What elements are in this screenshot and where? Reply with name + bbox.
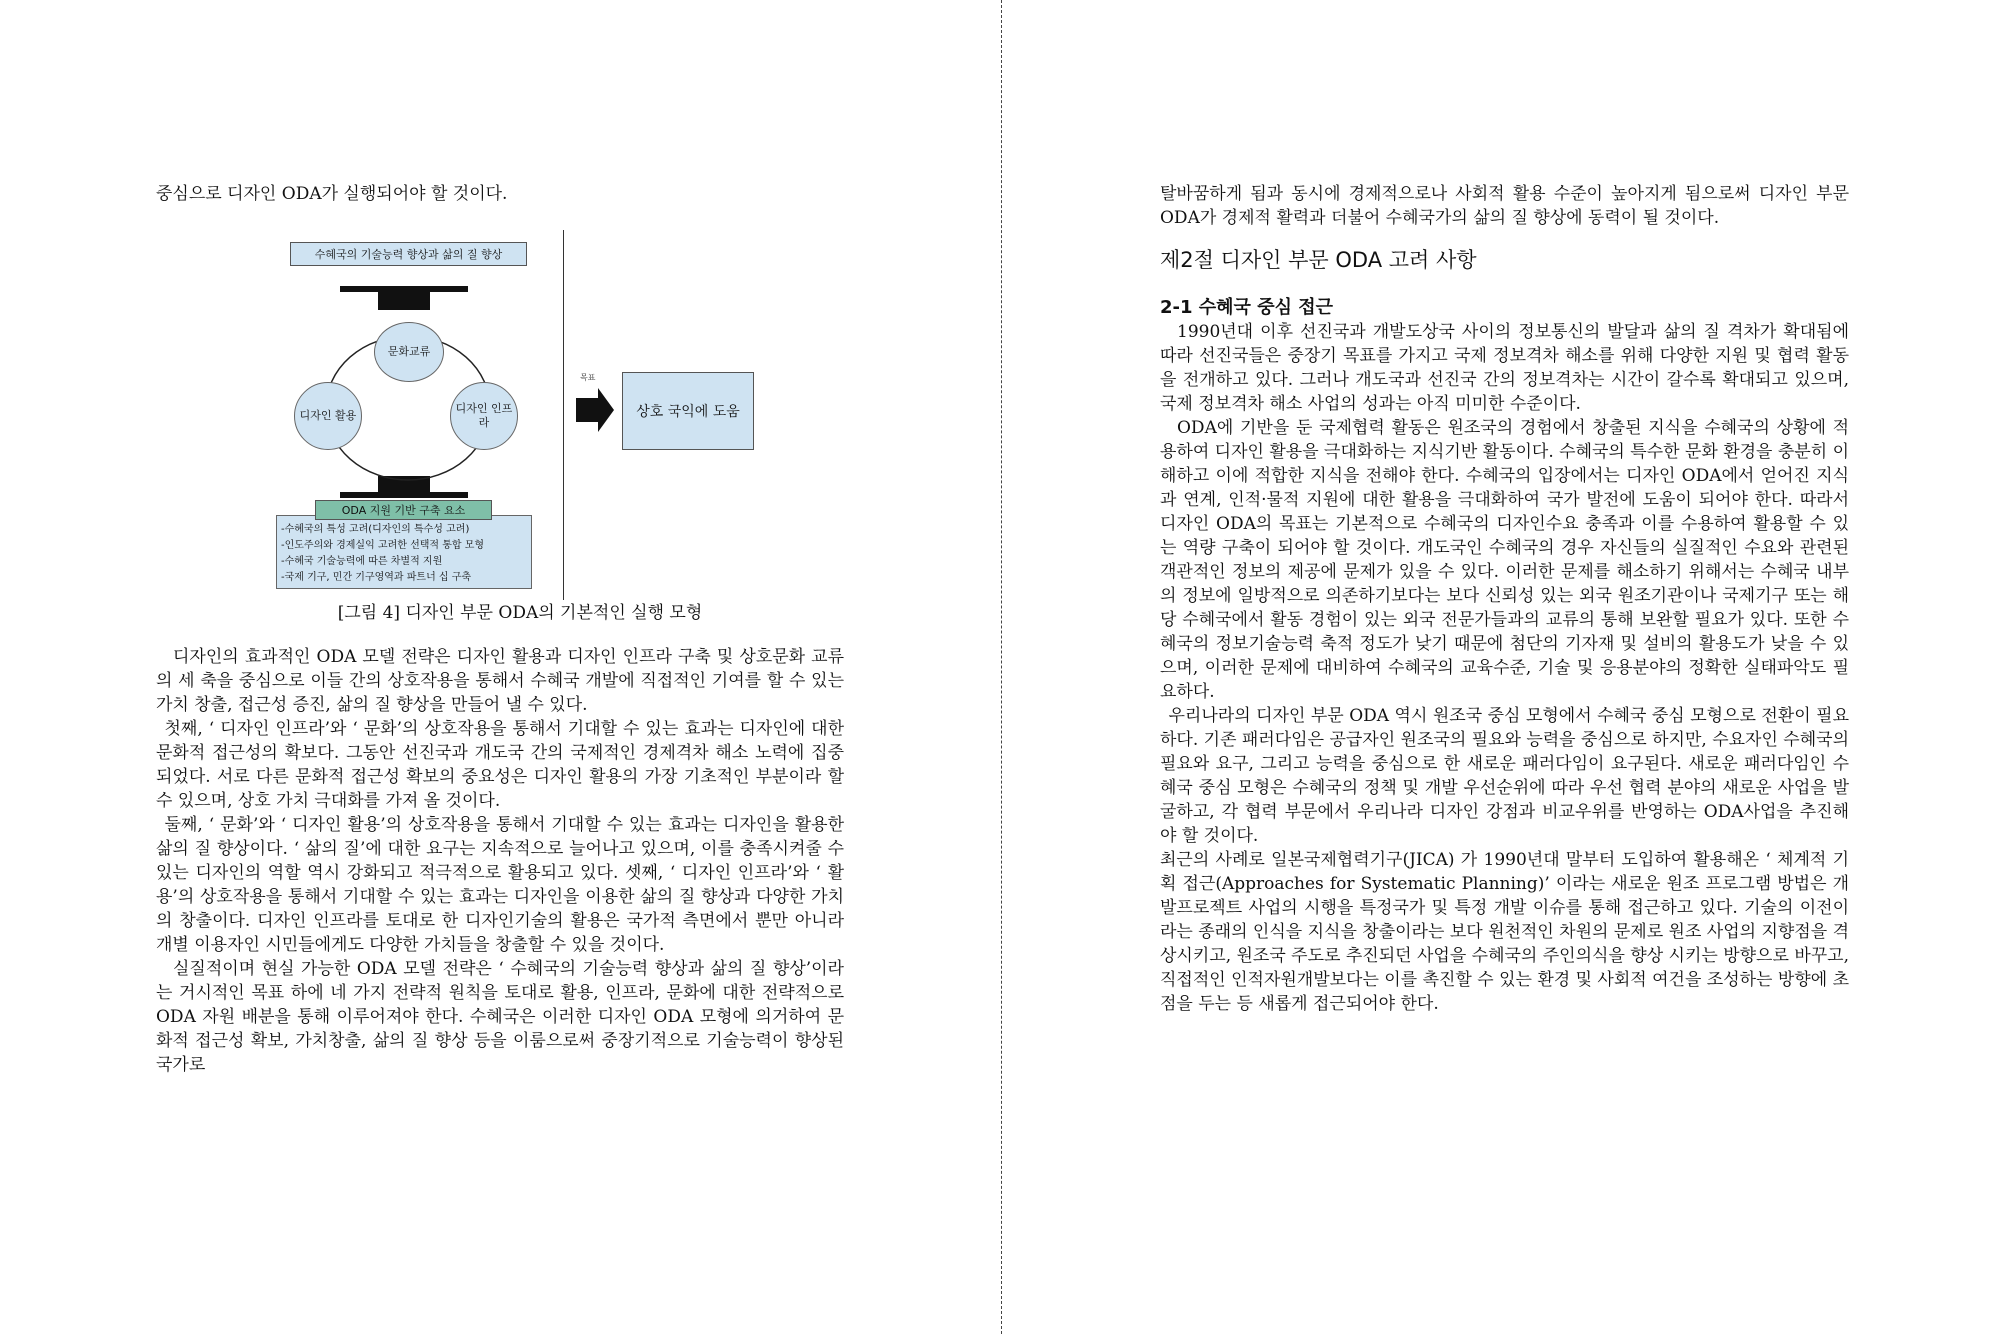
figure-caption: [그림 4] 디자인 부문 ODA의 기본적인 실행 모형 <box>337 603 703 623</box>
fig-goal-box: 상호 국익에 도움 <box>622 372 754 450</box>
fig-circle-design-infra: 디자인 인프라 <box>450 382 518 450</box>
paragraph: 둘째, ‘ 문화’와 ‘ 디자인 활용’의 상호작용을 통해서 기대할 수 있는 효과는 디자인을 활용한 삶의 질 향상이다. ‘ 삶의 질’에 대한 요구는 지속적으로 늘어나고 있으며, 이를 충족시켜줄 수 있는 디자인의 역할 역시 강화되고 적극적으로 활용되고 있다. 셋째, ‘ 디자인 인프라’와 ‘ 활용’의 상호작용을 통해서 기대할 수 있는 효과는 디자인을 이용한 삶의 질 향상과 다양한 가치의 창출이다. 디자인 인프라를 토대로 한 디자인기술의 활용은 국가적 측면에서 뿐만 아니라 개별 이용자인 시민들에게도 다양한 가치들을 창출할 수 있을 것이다. <box>156 815 844 955</box>
continuation-text: 탈바꿈하게 됨과 동시에 경제적으로나 사회적 활용 수준이 높아지게 됨으로써 디자인 부문 ODA가 경제적 활력과 더불어 수혜국가의 삶의 질 향상에 동력이 될 것이다. <box>1160 184 1849 228</box>
page-divider <box>1001 0 1002 1334</box>
paragraph: 1990년대 이후 선진국과 개발도상국 사이의 정보통신의 발달과 삶의 질 격차가 확대됨에 따라 선진국들은 중장기 목표를 가지고 국제 정보격차 해소를 위해 다양한 지원 및 협력 활동을 전개하고 있다. 그러나 개도국과 선진국 간의 정보격차는 시간이 갈수록 확대되고 있으며, 국제 정보격차 해소 사업의 성과는 아직 미미한 수준이다. <box>1160 322 1849 414</box>
fig-base-item: -수혜국 기술능력에 따른 차별적 지원 <box>281 556 443 567</box>
fig-base-item: -국제 기구, 민간 기구영역과 파트너 십 구축 <box>281 572 472 583</box>
intro-text <box>156 182 844 206</box>
right-arrow-icon <box>576 388 616 432</box>
paragraph: 실질적이며 현실 가능한 ODA 모델 전략은 ‘ 수혜국의 기술능력 향상과 삶의 질 향상’이라는 거시적인 목표 하에 네 가지 전략적 원칙을 토대로 활용, 인프라, 문화에 대한 전략적으로 ODA 자원 배분을 통해 이루어져야 한다. 수혜국은 이러한 디자인 ODA 모형에 의거하여 문화적 접근성 확보, 가치창출, 삶의 질 향상 등을 이룸으로써 중장기적으로 기술능력이 향상된 국가로 <box>156 959 844 1075</box>
intro-line: 중심으로 디자인 ODA가 실행되어야 할 것이다. <box>156 184 508 204</box>
paragraph: 첫째, ‘ 디자인 인프라’와 ‘ 문화’의 상호작용을 통해서 기대할 수 있는 효과는 디자인에 대한 문화적 접근성의 확보다. 그동안 선진국과 개도국 간의 국제적인 경제격차 해소 노력에 집중되었다. 서로 다른 문화적 접근성 확보의 중요성은 디자인 활용의 가장 기초적인 부분이라 할 수 있으며, 상호 가치 극대화를 가져 올 것이다. <box>156 719 844 811</box>
right-page <box>1003 0 1994 1334</box>
fig-circle-culture: 문화교류 <box>374 322 444 382</box>
fig-arrow-label: 목표 <box>580 373 596 382</box>
paragraph: 최근의 사례로 일본국제협력기구(JICA) 가 1990년대 말부터 도입하여 활용해온 ‘ 체계적 기획 접근(Approaches for Systematic Planning)’ 이라는 새로운 원조 프로그램 방법은 개발프로젝트 사업의 시행을 특정국가 및 특정 개발 이슈를 통해 접근하고 있다. 기술의 이전이라는 종래의 인식을 지식을 창출이라는 보다 원천적인 차원의 문제로 원조 사업의 지향점을 격상시키고, 원조국 주도로 추진되던 사업을 수혜국의 주인의식을 향상 시키는 방향으로 바꾸고, 직접적인 인적자원개발보다는 이를 촉진할 수 있는 환경 및 사회적 여건을 조성하는 방향에 초점을 두는 등 새롭게 접근되어야 한다. <box>1160 850 1849 1014</box>
figure-oda-model <box>280 230 760 623</box>
paragraph: 우리나라의 디자인 부문 ODA 역시 원조국 중심 모형에서 수혜국 중심 모형으로 전환이 필요하다. 기존 패러다임은 공급자인 원조국의 필요와 능력을 중심으로 하지만, 수요자인 수혜국의 필요와 요구, 그리고 능력을 중심으로 한 새로운 패러다임이 요구된다. 새로운 패러다임인 수혜국 중심 모형은 수혜국의 정책 및 개발 우선순위에 따라 우선 협력 분야의 새로운 사업을 발굴하고, 각 협력 부문에서 우리나라 디자인 강점과 비교우위를 반영하는 ODA사업을 추진해야 할 것이다. <box>1160 706 1849 846</box>
fig-base-item: -인도주의와 경제실익 고려한 선택적 통합 모형 <box>281 540 485 551</box>
paragraph: ODA에 기반을 둔 국제협력 활동은 원조국의 경험에서 창출된 지식을 수혜국의 상황에 적용하여 디자인 활용을 극대화하는 지식기반 활동이다. 수혜국의 특수한 문화 환경을 충분히 이해하고 이에 적합한 지식을 전해야 한다. 수혜국의 입장에서는 디자인 ODA에서 얻어진 지식과 연계, 인적·물적 지원에 대한 활용을 극대화하여 국가 발전에 도움이 되어야 한다. 따라서 디자인 ODA의 목표는 기본적으로 수혜국의 디자인수요 충족과 이를 수용하여 활용할 수 있는 역량 구축이 되어야 할 것이다. 개도국인 수혜국의 경우 자신들의 실질적인 수요와 관련된 객관적인 정보의 제공에 문제가 있을 수 있다. 이러한 문제를 해소하기 위해서는 수혜국 내부의 정보에 일방적으로 의존하기보다는 보다 신뢰성 있는 외국 원조기관이나 국제기구 또는 해당 수혜국에서 활동 경험이 있는 외국 전문가들과의 교류의 통해 보완할 필요가 있다. 또한 수혜국의 정보기술능력 축적 정도가 낮기 때문에 첨단의 기자재 및 설비의 활용도가 낮을 수 있으며, 이러한 문제에 대비하여 수혜국의 교육수준, 기술 및 응용분야의 정확한 실태파악도 필요하다. <box>1160 418 1849 702</box>
section-title: 제2절 디자인 부문 ODA 고려 사항 <box>1160 248 1477 272</box>
right-body <box>1160 182 1849 1016</box>
left-body <box>156 645 844 1077</box>
fig-base-title: ODA 지원 기반 구축 요소 <box>315 500 492 520</box>
fig-base-list <box>276 515 532 589</box>
fig-circle-design-use: 디자인 활용 <box>294 382 362 450</box>
subsection-title: 2-1 수혜국 중심 접근 <box>1160 297 1334 318</box>
fig-base-item: -수혜국의 특성 고려(디자인의 특수성 고려) <box>281 524 470 535</box>
up-arrow-icon <box>340 286 468 310</box>
paragraph: 디자인의 효과적인 ODA 모델 전략은 디자인 활용과 디자인 인프라 구축 및 상호문화 교류의 세 축을 중심으로 이들 간의 상호작용을 통해서 수혜국 개발에 직접적인 기여를 할 수 있는 가치 창출, 접근성 증진, 삶의 질 향상을 만들어 낼 수 있다. <box>156 647 844 715</box>
fig-top-box: 수혜국의 기술능력 향상과 삶의 질 향상 <box>290 242 527 266</box>
fig-divider-line <box>563 230 564 600</box>
